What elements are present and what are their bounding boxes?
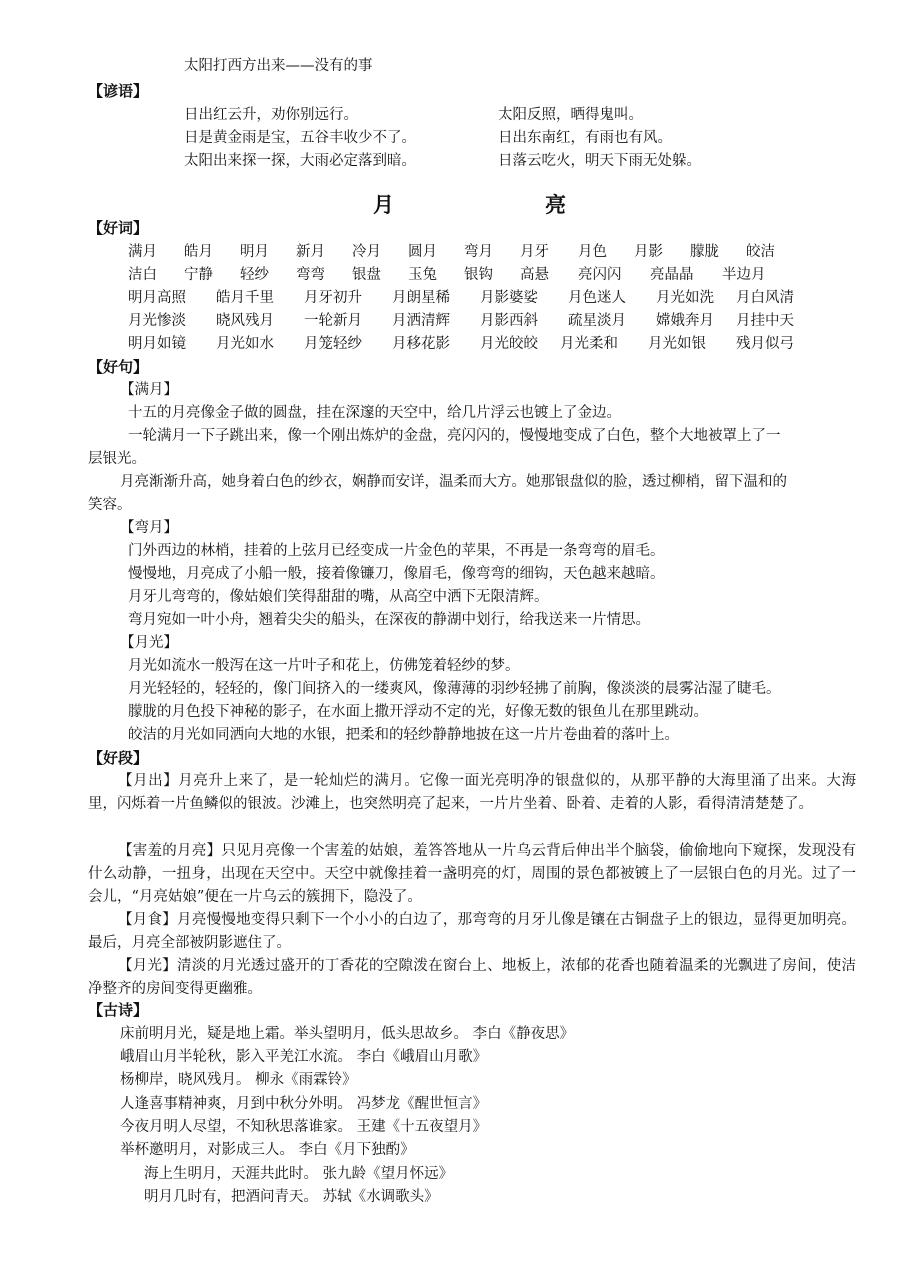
proverb-left-3: 太阳出来探一探，大雨必定落到暗。 [184,153,416,169]
good-word: 月洒清辉 [392,313,450,329]
good-word: 高悬 [520,267,549,283]
poem-line: 明月几时有，把酒问青天。 苏轼《水调歌头》 [144,1189,439,1205]
moonlight-sentence: 月光轻轻的，轻轻的，像门间挤入的一缕爽风，像薄薄的羽纱轻拂了前胸，像淡淡的晨雾沾湿了睫毛。 [128,681,781,697]
poem-line: 床前明月光，疑是地上霜。举头望明月，低头思故乡。 李白《静夜思》 [120,1026,575,1042]
good-word: 明月如镜 [128,336,186,352]
good-paragraphs-heading: 【好段】 [88,749,149,767]
good-word: 皓月 [184,244,213,260]
good-word: 亮闪闪 [578,267,622,283]
moonlight-sentence: 朦胧的月色投下神秘的影子，在水面上撒开浮动不定的光，好像无数的银鱼儿在那里跳动。 [128,704,708,720]
good-word: 轻纱 [240,267,269,283]
good-word: 亮晶晶 [650,267,694,283]
poem-line: 今夜月明人尽望，不知秋思落谁家。 王建《十五夜望月》 [120,1119,488,1135]
poem-line: 人逢喜事精神爽，月到中秋分外明。 冯梦龙《醒世恒言》 [120,1096,488,1112]
good-word: 月影西斜 [480,313,538,329]
proverb-right-1: 太阳反照，晒得鬼叫。 [498,107,643,123]
good-word: 月光柔和 [560,336,618,352]
moonlight-sentence: 月光如流水一般泻在这一片叶子和花上，仿佛笼着轻纱的梦。 [128,658,520,674]
full-moon-label: 【满月】 [120,382,178,398]
proverbs-heading: 【谚语】 [88,82,149,100]
good-word: 朦胧 [690,244,719,260]
good-word: 明月 [240,244,269,260]
good-word: 疏星淡月 [568,313,626,329]
good-word: 残月似弓 [736,336,794,352]
poems-heading: 【古诗】 [88,1001,149,1019]
crescent-sentence: 弯月宛如一叶小舟，翘着尖尖的船头，在深夜的静湖中划行，给我送来一片情思。 [128,612,650,628]
good-word: 洁白 [128,267,157,283]
crescent-label: 【弯月】 [120,520,178,536]
poem-line: 海上生明月，天涯共此时。 张九龄《望月怀远》 [144,1166,454,1182]
good-word: 月挂中天 [736,313,794,329]
good-word: 弯月 [464,244,493,260]
crescent-sentence: 月牙儿弯弯的，像姑娘们笑得甜甜的嘴，从高空中洒下无限清辉。 [128,589,549,605]
full-moon-sentence-1: 十五的月亮像金子做的圆盘，挂在深邃的天空中，给几片浮云也镀上了金边。 [128,405,621,421]
good-word: 月光如银 [648,336,706,352]
moonlight-label: 【月光】 [120,635,178,651]
good-word: 月牙 [520,244,549,260]
good-sentences-heading: 【好句】 [88,358,149,376]
good-word: 银钩 [464,267,493,283]
good-word: 圆月 [408,244,437,260]
good-word: 玉兔 [408,267,437,283]
proverb-right-2: 日出东南红，有雨也有风。 [498,130,672,146]
paragraph-moonrise: 【月出】月亮升上来了，是一轮灿烂的满月。它像一面光亮明净的银盘似的，从那平静的大海里涌了出来。大海里，闪烁着一片鱼鳞似的银波。沙滩上，也突然明亮了起来，一片片坐着、卧着、走着的人影，看得清清楚楚了。 [88,773,856,812]
poem-line: 峨眉山月半轮秋，影入平羌江水流。 李白《峨眉山月歌》 [120,1049,488,1065]
paragraph-eclipse: 【月食】月亮慢慢地变得只剩下一个小小的白边了，那弯弯的月牙儿像是镶在古铜盘子上的银边，显得更加明亮。最后，月亮全部被阴影遮住了。 [88,912,856,951]
full-moon-sentence-3a: 月亮渐渐升高，她身着白色的纱衣，娴静而安详，温柔而大方。她那银盘似的脸，透过柳梢，留下温和的 [120,474,787,490]
poem-line: 杨柳岸，晓风残月。 柳永《雨霖铃》 [120,1072,357,1088]
good-word: 银盘 [352,267,381,283]
good-word: 一轮新月 [304,313,362,329]
crescent-sentence: 慢慢地，月亮成了小船一般，接着像镰刀，像眉毛，像弯弯的细钩，天色越来越暗。 [128,566,665,582]
good-word: 冷月 [352,244,381,260]
good-word: 月色迷人 [568,290,626,306]
good-word: 嫦娥奔月 [656,313,714,329]
proverb-left-2: 日是黄金雨是宝，五谷丰收少不了。 [184,130,416,146]
top-proverb-line: 太阳打西方出来——没有的事 [184,58,373,74]
good-word: 月光惨淡 [128,313,186,329]
crescent-sentence: 门外西边的林梢，挂着的上弦月已经变成一片金色的苹果，不再是一条弯弯的眉毛。 [128,543,665,559]
paragraph-moonlight: 【月光】清淡的月光透过盛开的丁香花的空隙泼在窗台上、地板上，浓郁的花香也随着温柔的光飘进了房间，使洁净整齐的房间变得更幽雅。 [88,958,856,997]
good-word: 弯弯 [296,267,325,283]
poem-line: 举杯邀明月，对影成三人。 李白《月下独酌》 [120,1142,415,1158]
full-moon-sentence-3b: 笑容。 [88,497,132,513]
good-word: 月朗星稀 [392,290,450,306]
good-word: 半边月 [722,267,766,283]
good-word: 皎洁 [746,244,775,260]
good-word: 月光皎皎 [480,336,538,352]
full-moon-sentence-2a: 一轮满月一下子跳出来，像一个刚出炼炉的金盘，亮闪闪的，慢慢地变成了白色，整个大地被罩上了一 [128,428,781,444]
page-title-left: 月 [373,192,394,217]
good-word: 宁静 [184,267,213,283]
moonlight-sentence: 皎洁的月光如同洒向大地的水银，把柔和的轻纱静静地披在这一片片卷曲着的落叶上。 [128,727,679,743]
good-word: 月色 [578,244,607,260]
proverb-left-1: 日出红云升，劝你别远行。 [184,107,358,123]
good-word: 满月 [128,244,157,260]
good-word: 新月 [296,244,325,260]
good-words-heading: 【好词】 [88,219,149,237]
good-word: 月影婆娑 [480,290,538,306]
good-word: 明月高照 [128,290,186,306]
proverb-right-3: 日落云吃火，明天下雨无处躲。 [498,153,701,169]
good-word: 月光如水 [216,336,274,352]
page-title-right: 亮 [545,192,566,217]
good-word: 月牙初升 [304,290,362,306]
full-moon-sentence-2b: 层银光。 [88,451,146,467]
paragraph-shy-moon: 【害羞的月亮】只见月亮像一个害羞的姑娘，羞答答地从一片乌云背后伸出半个脑袋，偷偷地向下窥探，发现没有什么动静，一扭身，出现在天空中。天空中就像挂着一盏明亮的灯，周围的景色都被镀上了一层银白色的月光。过了一会儿，“月亮姑娘”便在一片乌云的簇拥下，隐没了。 [88,843,856,905]
good-word: 皓月千里 [216,290,274,306]
good-word: 月笼轻纱 [304,336,362,352]
good-word: 晓风残月 [216,313,274,329]
good-word: 月光如洗 [656,290,714,306]
good-word: 月影 [634,244,663,260]
good-word: 月移花影 [392,336,450,352]
good-word: 月白风清 [736,290,794,306]
